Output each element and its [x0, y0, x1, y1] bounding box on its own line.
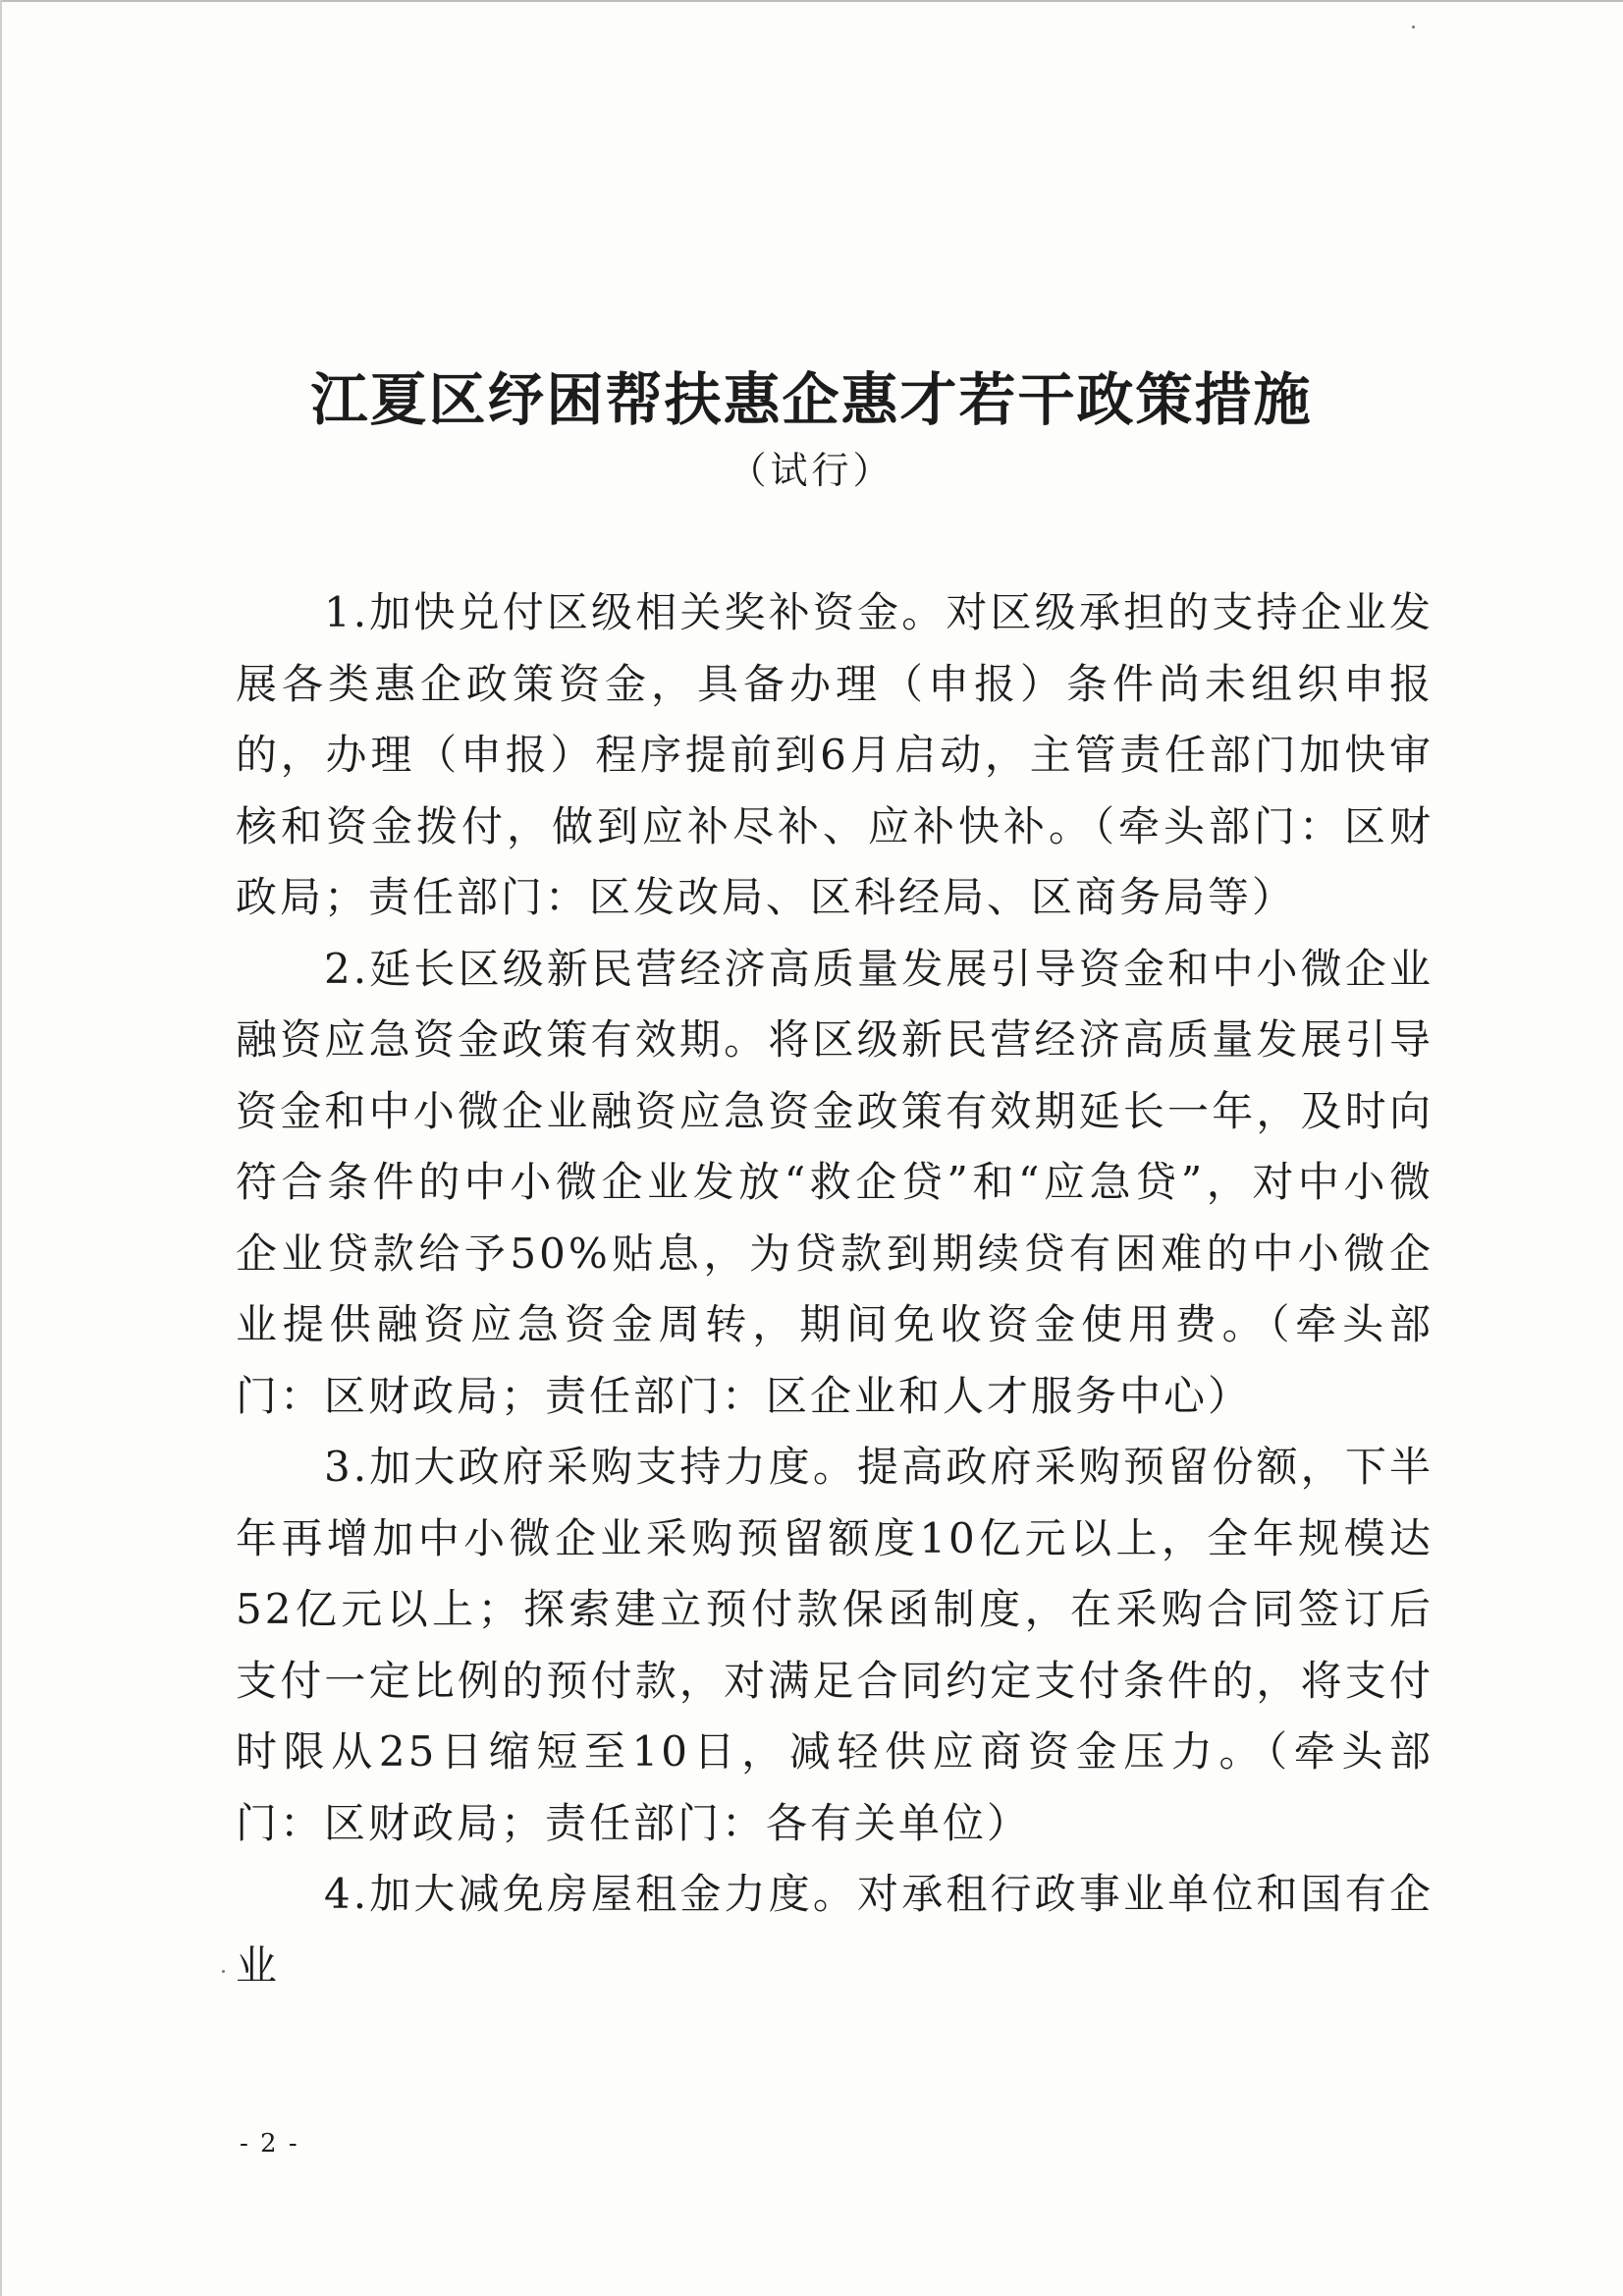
scan-speck: [1412, 26, 1415, 28]
document-body: [236, 577, 1434, 2001]
document-title: 江夏区纾困帮扶惠企惠才若干政策措施: [310, 366, 1313, 433]
policy-item-1: 1.加快兑付区级相关奖补资金。对区级承担的支持企业发展各类惠企政策资金，具备办理（申报）条件尚未组织申报的，办理（申报）程序提前到6月启动，主管责任部门加快审核和资金拨付，做到应补尽补、应补快补。（牵头部门：区财政局；责任部门：区发改局、区科经局、区商务局等）: [236, 588, 1434, 921]
document-subtitle: （试行）: [729, 449, 894, 492]
page-number: - 2 -: [240, 2129, 299, 2159]
policy-item-2: 2.延长区级新民营经济高质量发展引导资金和中小微企业融资应急资金政策有效期。将区级新民营经济高质量发展引导资金和中小微企业融资应急资金政策有效期延长一年，及时向符合条件的中小微企业发放“救企贷”和“应急贷”，对中小微企业贷款给予50%贴息，为贷款到期续贷有困难的中小微企业提供融资应急资金周转，期间免收资金使用费。（牵头部门：区财政局；责任部门：区企业和人才服务中心）: [236, 944, 1434, 1420]
scan-edge-left: [0, 0, 2, 2296]
policy-item-3: 3.加大政府采购支持力度。提高政府采购预留份额，下半年再增加中小微企业采购预留额度10亿元以上，全年规模达52亿元以上；探索建立预付款保函制度，在采购合同签订后支付一定比例的预付款，对满足合同约定支付条件的，将支付时限从25日缩短至10日，减轻供应商资金压力。（牵头部门：区财政局；责任部门：各有关单位）: [236, 1443, 1434, 1847]
scan-speck: [222, 1970, 225, 1973]
policy-item-4: 4.加大减免房屋租金力度。对承租行政事业单位和国有企业: [236, 1870, 1434, 1990]
scan-edge-top: [0, 0, 1623, 2]
